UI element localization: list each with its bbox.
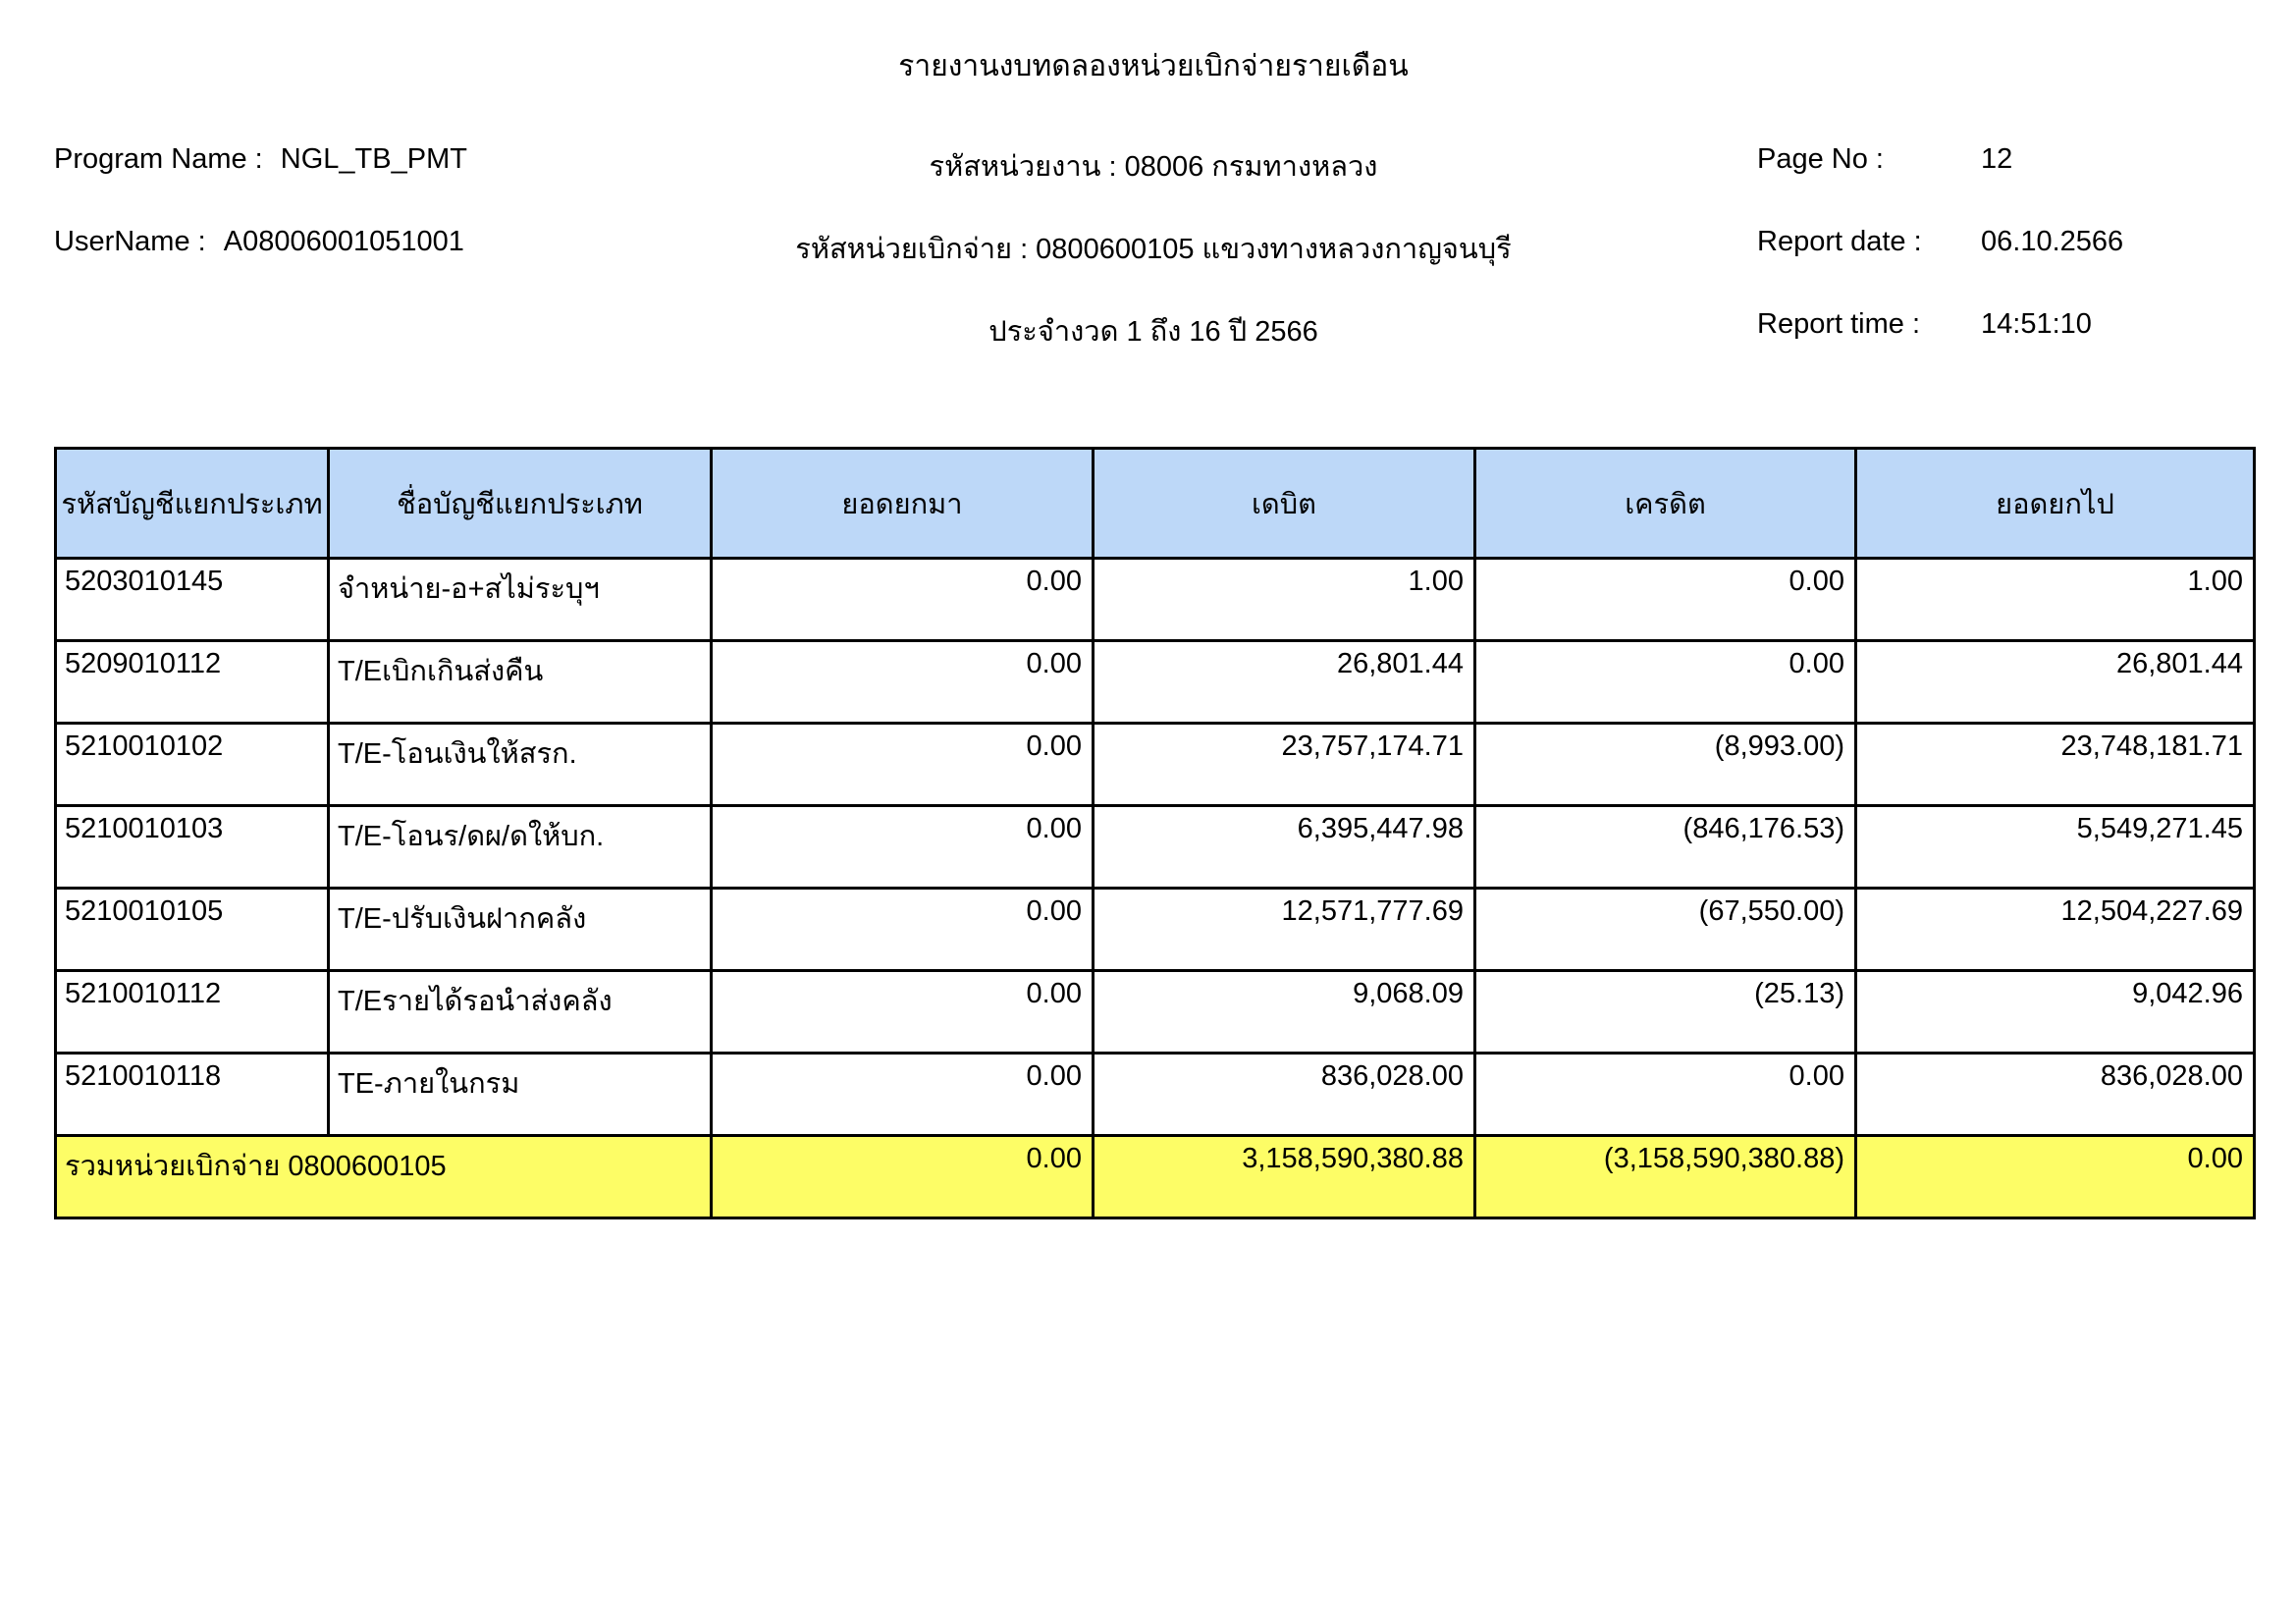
total-balance-brought-forward: 0.00 <box>712 1136 1094 1218</box>
cell-credit: 0.00 <box>1475 1054 1856 1136</box>
cell-balance-brought-forward: 0.00 <box>712 806 1094 889</box>
disbursement-unit-line: รหัสหน่วยเบิกจ่าย : 0800600105 แขวงทางหลวงกาญจนบุรี <box>795 234 1512 265</box>
page-no-label: Page No : <box>1757 143 1884 175</box>
col-header-account-code: รหัสบัญชีแยกประเภท <box>56 449 329 559</box>
col-header-account-name: ชื่อบัญชีแยกประเภท <box>329 449 712 559</box>
cell-credit: (846,176.53) <box>1475 806 1856 889</box>
cell-balance-carried-forward: 26,801.44 <box>1856 641 2255 724</box>
cell-balance-brought-forward: 0.00 <box>712 971 1094 1054</box>
total-debit: 3,158,590,380.88 <box>1094 1136 1475 1218</box>
table-header-row <box>56 449 2255 559</box>
cell-debit: 836,028.00 <box>1094 1054 1475 1136</box>
cell-balance-carried-forward: 9,042.96 <box>1856 971 2255 1054</box>
cell-balance-carried-forward: 836,028.00 <box>1856 1054 2255 1136</box>
cell-credit: (8,993.00) <box>1475 724 1856 806</box>
total-credit: (3,158,590,380.88) <box>1475 1136 1856 1218</box>
cell-account-code: 5210010105 <box>56 889 329 971</box>
trial-balance-table <box>54 447 2256 1219</box>
cell-balance-carried-forward: 23,748,181.71 <box>1856 724 2255 806</box>
cell-balance-carried-forward: 1.00 <box>1856 559 2255 641</box>
report-date-value: 06.10.2566 <box>1981 226 2124 257</box>
cell-account-code: 5203010145 <box>56 559 329 641</box>
table-row <box>56 889 2255 971</box>
cell-balance-brought-forward: 0.00 <box>712 889 1094 971</box>
table-row <box>56 641 2255 724</box>
page-no-value: 12 <box>1981 143 2013 175</box>
cell-debit: 23,757,174.71 <box>1094 724 1475 806</box>
cell-account-code: 5209010112 <box>56 641 329 724</box>
cell-account-name: จำหน่าย-อ+สไม่ระบุฯ <box>329 559 712 641</box>
cell-debit: 12,571,777.69 <box>1094 889 1475 971</box>
cell-credit: (67,550.00) <box>1475 889 1856 971</box>
table-row <box>56 724 2255 806</box>
table-body <box>56 559 2255 1136</box>
cell-credit: 0.00 <box>1475 641 1856 724</box>
cell-account-code: 5210010112 <box>56 971 329 1054</box>
col-header-balance-brought-forward: ยอดยกมา <box>712 449 1094 559</box>
cell-debit: 6,395,447.98 <box>1094 806 1475 889</box>
total-balance-carried-forward: 0.00 <box>1856 1136 2255 1218</box>
table-row <box>56 971 2255 1054</box>
total-row <box>56 1136 2255 1218</box>
table-row <box>56 1054 2255 1136</box>
report-time-value: 14:51:10 <box>1981 308 2092 340</box>
program-name-label: Program Name : <box>54 143 263 175</box>
username-label: UserName : <box>54 226 206 257</box>
cell-credit: (25.13) <box>1475 971 1856 1054</box>
cell-balance-brought-forward: 0.00 <box>712 1054 1094 1136</box>
agency-line: รหัสหน่วยงาน : 08006 กรมทางหลวง <box>929 151 1378 183</box>
cell-debit: 9,068.09 <box>1094 971 1475 1054</box>
cell-account-name: TE-ภายในกรม <box>329 1054 712 1136</box>
cell-account-name: T/Eเบิกเกินส่งคืน <box>329 641 712 724</box>
table-row <box>56 559 2255 641</box>
table-row <box>56 806 2255 889</box>
cell-balance-carried-forward: 5,549,271.45 <box>1856 806 2255 889</box>
col-header-credit: เครดิต <box>1475 449 1856 559</box>
username-value: A08006001051001 <box>223 226 464 257</box>
total-label: รวมหน่วยเบิกจ่าย 0800600105 <box>56 1136 712 1218</box>
cell-account-code: 5210010103 <box>56 806 329 889</box>
cell-account-name: T/E-ปรับเงินฝากคลัง <box>329 889 712 971</box>
col-header-debit: เดบิต <box>1094 449 1475 559</box>
cell-balance-brought-forward: 0.00 <box>712 724 1094 806</box>
cell-account-name: T/E-โอนเงินให้สรก. <box>329 724 712 806</box>
cell-account-name: T/E-โอนร/ดผ/ดให้บก. <box>329 806 712 889</box>
cell-credit: 0.00 <box>1475 559 1856 641</box>
cell-balance-brought-forward: 0.00 <box>712 641 1094 724</box>
report-time-label: Report time : <box>1757 308 1920 340</box>
report-title: รายงานงบทดลองหน่วยเบิกจ่ายรายเดือน <box>898 50 1409 82</box>
col-header-balance-carried-forward: ยอดยกไป <box>1856 449 2255 559</box>
cell-balance-brought-forward: 0.00 <box>712 559 1094 641</box>
cell-balance-carried-forward: 12,504,227.69 <box>1856 889 2255 971</box>
cell-debit: 26,801.44 <box>1094 641 1475 724</box>
cell-account-code: 5210010102 <box>56 724 329 806</box>
period-line: ประจำงวด 1 ถึง 16 ปี 2566 <box>988 316 1318 348</box>
report-date-label: Report date : <box>1757 226 1922 257</box>
cell-account-code: 5210010118 <box>56 1054 329 1136</box>
cell-debit: 1.00 <box>1094 559 1475 641</box>
program-name-value: NGL_TB_PMT <box>280 143 467 175</box>
cell-account-name: T/Eรายได้รอนำส่งคลัง <box>329 971 712 1054</box>
